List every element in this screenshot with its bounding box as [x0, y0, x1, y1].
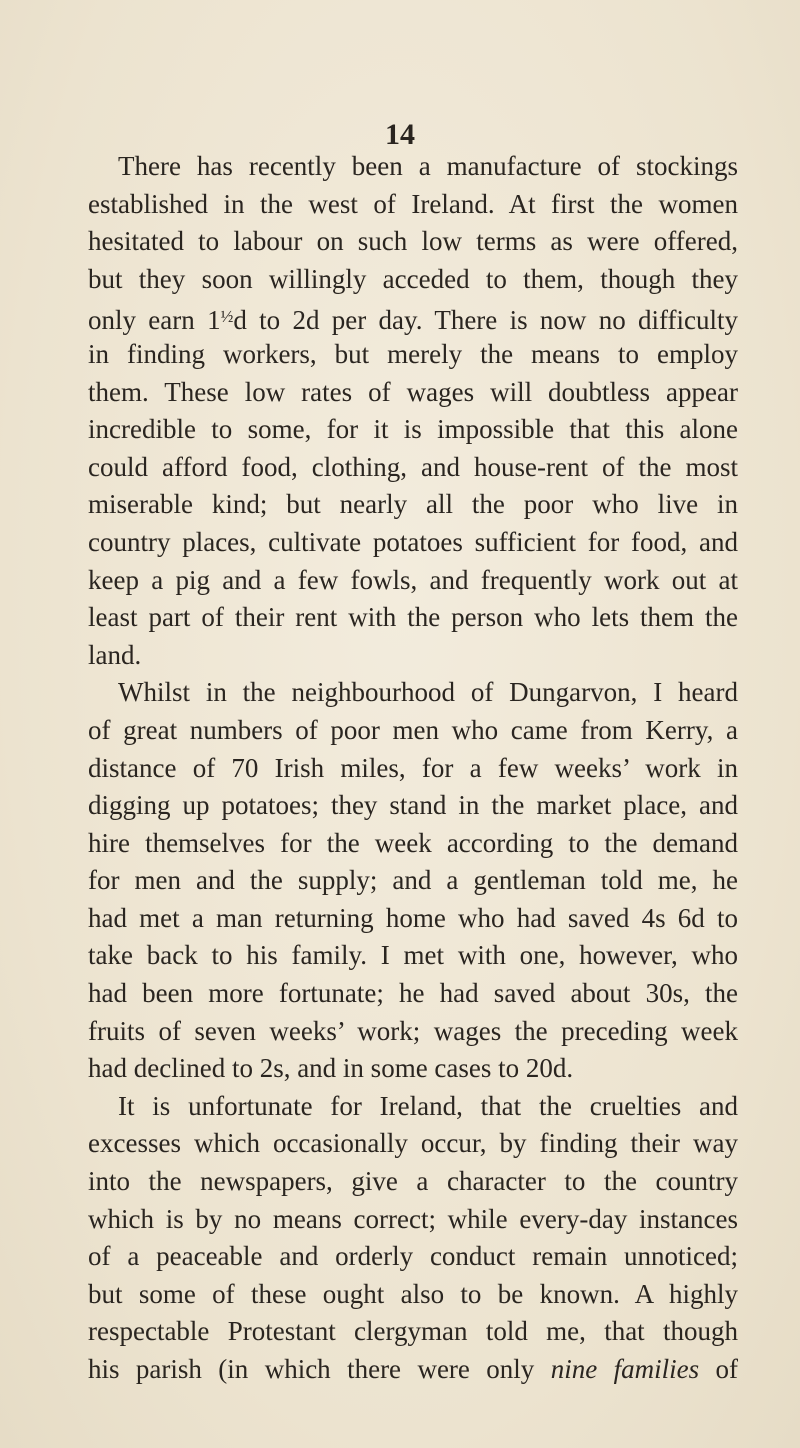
- text-line: in finding workers, but merely the means to employ: [88, 338, 738, 369]
- text-line: country places, cultivate potatoes sufficient for food, and: [88, 526, 738, 557]
- text-line: had been more fortunate; he had saved about 30s, the: [88, 978, 738, 1009]
- text-line: [88, 1351, 738, 1389]
- text-line: of great numbers of poor men who came from Kerry, a: [88, 714, 738, 745]
- italic-emphasis: nine families: [550, 1354, 700, 1384]
- text-line: fruits of seven weeks’ work; wages the preceding week: [88, 1015, 738, 1046]
- fraction-half: ½: [220, 307, 234, 327]
- text-line: established in the west of Ireland. At first the women: [88, 188, 738, 219]
- line-segment: only earn 1: [88, 305, 221, 336]
- text-line: for men and the supply; and a gentleman told me, he: [88, 865, 738, 896]
- text-line: them. These low rates of wages will doubtless appear: [88, 376, 738, 407]
- line-segment: d to 2d per day. There is now no difficulty: [233, 305, 738, 336]
- text-line: respectable Protestant clergyman told me, that though: [88, 1316, 738, 1347]
- text-line: least part of their rent with the person who lets them the: [88, 602, 738, 633]
- text-line: of a peaceable and orderly conduct remain unnoticed;: [88, 1241, 738, 1272]
- text-line: land.: [88, 639, 142, 670]
- text-line: but some of these ought also to be known. A highly: [88, 1278, 738, 1309]
- text-line: but they soon willingly acceded to them, though they: [88, 263, 738, 294]
- text-line: hesitated to labour on such low terms as were offered,: [88, 226, 738, 257]
- text-line: hire themselves for the week according to the demand: [88, 827, 738, 858]
- text-line: could afford food, clothing, and house-rent of the most: [88, 451, 738, 482]
- text-line: [88, 298, 738, 336]
- text-line: had declined to 2s, and in some cases to 20d.: [88, 1053, 574, 1084]
- text-line: digging up potatoes; they stand in the market place, and: [88, 790, 738, 821]
- body-text: [88, 148, 738, 1389]
- page-number: 14: [385, 118, 415, 151]
- line-segment: of: [699, 1354, 739, 1384]
- text-line: which is by no means correct; while every-day instances: [88, 1203, 738, 1234]
- text-line: excesses which occasionally occur, by finding their way: [88, 1128, 738, 1159]
- text-line: into the newspapers, give a character to the country: [88, 1166, 738, 1197]
- text-line: It is unfortunate for Ireland, that the cruelties and: [118, 1090, 738, 1121]
- text-line: distance of 70 Irish miles, for a few weeks’ work in: [88, 752, 738, 783]
- text-line: There has recently been a manufacture of stockings: [118, 151, 738, 181]
- text-line: had met a man returning home who had saved 4s 6d to: [88, 902, 738, 933]
- text-line: incredible to some, for it is impossible that this alone: [88, 414, 738, 445]
- text-line: Whilst in the neighbourhood of Dungarvon, I heard: [118, 677, 738, 708]
- text-line: miserable kind; but nearly all the poor who live in: [88, 489, 738, 520]
- text-line: keep a pig and a few fowls, and frequently work out at: [88, 564, 738, 595]
- line-segment: his parish (in which there were only: [88, 1354, 551, 1384]
- text-line: take back to his family. I met with one, however, who: [88, 940, 738, 971]
